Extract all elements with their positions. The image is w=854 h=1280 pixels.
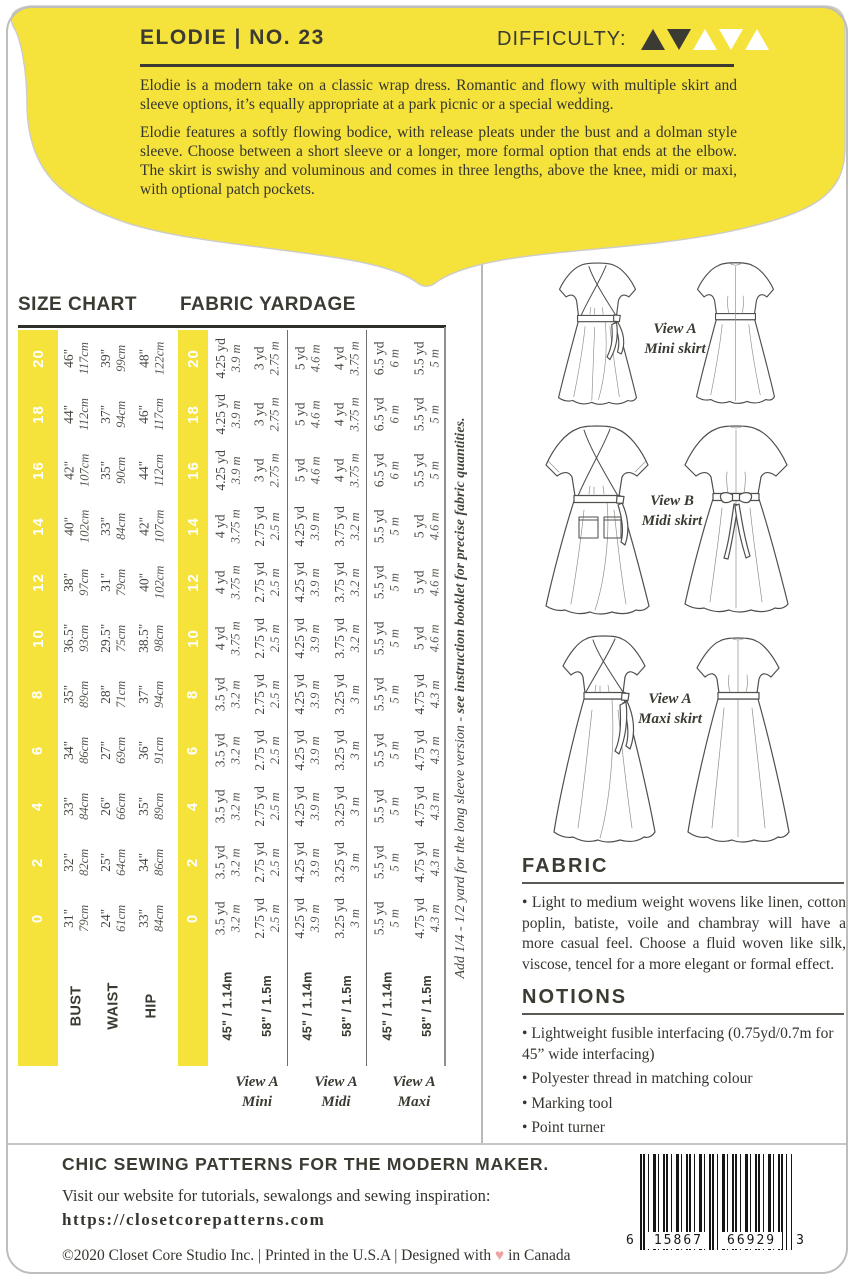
bust-value: 34" 86cm xyxy=(61,736,92,764)
mini-58-value: 2.75 yd 2.5 m xyxy=(251,561,282,603)
bust-value: 44" 112cm xyxy=(61,397,92,431)
brand-tagline: CHIC SEWING PATTERNS FOR THE MODERN MAKER. xyxy=(62,1154,549,1174)
maxi-58-value: 4.75 yd 4.3 m xyxy=(411,729,442,771)
maxi-45-value: 5.5 yd 5 m xyxy=(371,789,402,823)
size-number: 12 xyxy=(184,572,202,592)
fabric-yardage-row xyxy=(178,554,447,610)
waist-value: 39" 99cm xyxy=(98,344,129,372)
size-chart-row xyxy=(18,386,171,442)
view-a-mini-label: View A Mini skirt xyxy=(644,321,706,357)
maxi-58-value: 5.5 yd 5 m xyxy=(411,397,442,431)
section-divider-line xyxy=(481,240,483,1143)
description-paragraph-2: Elodie features a softly flowing bodice, with release pleats under the bust and a dolman style sleeve. Choose between a short sleeve or a longer, more formal option that ends at the elbow. The skirt is swishy and voluminous and comes in three lengths, above the knee, midi or maxi, with optional patch pockets. xyxy=(140,124,737,198)
maxi-58-value: 5.5 yd 5 m xyxy=(411,341,442,375)
mini-58-value: 3 yd 2.75 m xyxy=(251,340,282,376)
midi-58-value: 3.75 yd 3.2 m xyxy=(331,505,362,547)
size-chart-row xyxy=(18,834,171,890)
size-number: 2 xyxy=(29,857,47,867)
size-number: 16 xyxy=(29,460,47,480)
maxi-45-value: 5.5 yd 5 m xyxy=(371,733,402,767)
hip-value: 40" 102cm xyxy=(136,565,167,599)
midi-45-value: 4.25 yd 3.9 m xyxy=(292,897,323,939)
notions-list xyxy=(522,1024,846,1143)
hip-column-label: HIP xyxy=(143,993,160,1019)
description-paragraph-1: Elodie is a modern take on a classic wrap dress. Romantic and flowy with multiple skirt and sleeve options, it’s equally appropriate at a park picnic or a special wedding. xyxy=(140,77,737,113)
fabric-yardage-row xyxy=(178,890,447,946)
hip-value: 37" 94cm xyxy=(136,680,167,708)
hip-value: 33" 84cm xyxy=(136,904,167,932)
midi-45-value: 4.25 yd 3.9 m xyxy=(292,729,323,771)
maxi-45-value: 5.5 yd 5 m xyxy=(371,621,402,655)
width-label: 45" / 1.14m xyxy=(220,971,235,1041)
midi-58-value: 3.25 yd 3 m xyxy=(331,841,362,883)
barcode-digit-right: 3 xyxy=(796,1233,804,1248)
maxi-45-value: 6.5 yd 6 m xyxy=(371,453,402,487)
size-chart-row xyxy=(18,610,171,666)
size-number: 8 xyxy=(29,689,47,699)
fabric-list xyxy=(522,893,846,979)
maxi-45-value: 5.5 yd 5 m xyxy=(371,901,402,935)
mini-45-value: 4.25 yd 3.9 m xyxy=(212,449,243,491)
mini-58-value: 3 yd 2.75 m xyxy=(251,452,282,488)
fabric-yardage-title: FABRIC YARDAGE xyxy=(180,294,356,315)
difficulty-rating xyxy=(641,29,769,50)
bust-value: 32" 82cm xyxy=(61,848,92,876)
bust-value: 46" 117cm xyxy=(61,341,92,375)
size-chart-row xyxy=(18,778,171,834)
hip-value: 35" 89cm xyxy=(136,792,167,820)
notions-item: • Lightweight fusible interfacing (0.75yd/0.7m for 45” wide interfacing) xyxy=(522,1024,846,1065)
maxi-58-value: 4.75 yd 4.3 m xyxy=(411,673,442,715)
size-number: 6 xyxy=(29,745,47,755)
bust-value: 35" 89cm xyxy=(61,680,92,708)
fabric-yardage-row xyxy=(178,442,447,498)
waist-value: 25" 64cm xyxy=(98,848,129,876)
hip-value: 34" 86cm xyxy=(136,848,167,876)
waist-value: 35" 90cm xyxy=(98,456,129,484)
size-chart-table xyxy=(18,330,171,1066)
difficulty-label: DIFFICULTY: xyxy=(497,28,627,50)
yardage-note-bold: see instruction booklet for precise fabric quantities. xyxy=(453,417,468,714)
hip-value: 38.5" 98cm xyxy=(136,623,167,653)
size-chart-row xyxy=(18,442,171,498)
barcode xyxy=(624,1152,806,1256)
size-number: 10 xyxy=(184,628,202,648)
waist-value: 37" 94cm xyxy=(98,400,129,428)
size-chart-title: SIZE CHART xyxy=(18,294,137,315)
midi-45-value: 4.25 yd 3.9 m xyxy=(292,505,323,547)
size-chart-label-row xyxy=(18,946,171,1066)
view-group-label-maxi: View A Maxi xyxy=(392,1074,436,1111)
yardage-note xyxy=(446,330,476,1066)
size-number: 20 xyxy=(184,348,202,368)
fabric-yardage-row xyxy=(178,330,447,386)
mini-45-value: 3.5 yd 3.2 m xyxy=(212,789,243,823)
midi-45-value: 4.25 yd 3.9 m xyxy=(292,841,323,883)
width-label: 45" / 1.14m xyxy=(380,971,395,1041)
maxi-45-value: 6.5 yd 6 m xyxy=(371,341,402,375)
bust-value: 31" 79cm xyxy=(61,904,92,932)
size-number: 20 xyxy=(29,348,47,368)
pattern-title: ELODIE | NO. 23 xyxy=(140,26,325,49)
mini-58-value: 2.75 yd 2.5 m xyxy=(251,841,282,883)
maxi-58-value: 5 yd 4.6 m xyxy=(411,512,442,540)
mini-58-value: 2.75 yd 2.5 m xyxy=(251,617,282,659)
size-number: 16 xyxy=(184,460,202,480)
maxi-45-value: 5.5 yd 5 m xyxy=(371,509,402,543)
mini-58-value: 2.75 yd 2.5 m xyxy=(251,897,282,939)
maxi-58-value: 4.75 yd 4.3 m xyxy=(411,897,442,939)
midi-58-value: 3.75 yd 3.2 m xyxy=(331,617,362,659)
hip-value: 48" 122cm xyxy=(136,341,167,375)
mini-45-value: 4.25 yd 3.9 m xyxy=(212,337,243,379)
fabric-yardage-row xyxy=(178,610,447,666)
bust-value: 36.5" 93cm xyxy=(61,623,92,653)
fabric-yardage-row xyxy=(178,666,447,722)
view-b-midi-label: View B Midi skirt xyxy=(641,493,703,529)
mini-45-value: 4 yd 3.75 m xyxy=(212,564,243,600)
barcode-digit-left: 6 xyxy=(626,1233,634,1248)
fabric-heading: FABRIC xyxy=(522,855,609,877)
midi-45-value: 5 yd 4.6 m xyxy=(292,344,323,372)
triangle-empty-icon xyxy=(719,29,743,50)
difficulty xyxy=(497,28,769,51)
midi-58-value: 4 yd 3.75 m xyxy=(331,452,362,488)
header-rule xyxy=(140,64,734,67)
fabric-yardage-row xyxy=(178,498,447,554)
size-number: 0 xyxy=(29,913,47,923)
size-number: 0 xyxy=(184,913,202,923)
midi-45-value: 4.25 yd 3.9 m xyxy=(292,673,323,715)
midi-58-value: 4 yd 3.75 m xyxy=(331,396,362,432)
midi-45-value: 4.25 yd 3.9 m xyxy=(292,561,323,603)
size-chart-row xyxy=(18,666,171,722)
waist-value: 27" 69cm xyxy=(98,736,129,764)
size-number: 2 xyxy=(184,857,202,867)
size-number: 8 xyxy=(184,689,202,699)
waist-value: 28" 71cm xyxy=(98,680,129,708)
size-chart-row xyxy=(18,722,171,778)
midi-58-value: 3.25 yd 3 m xyxy=(331,785,362,827)
waist-value: 26" 66cm xyxy=(98,792,129,820)
bust-value: 40" 102cm xyxy=(61,509,92,543)
waist-value: 24" 61cm xyxy=(98,904,129,932)
fabric-rule xyxy=(522,882,844,884)
hip-value: 36" 91cm xyxy=(136,736,167,764)
midi-58-value: 3.25 yd 3 m xyxy=(331,729,362,771)
width-label: 58" / 1.5m xyxy=(260,975,275,1037)
fabric-item: • Light to medium weight wovens like linen, cotton poplin, batiste, voile and chambray will have a more casual feel. Choose a fluid woven like silk, viscose, tencel for a more elegant or formal effect. xyxy=(522,893,846,975)
barcode-group-2: 66929 xyxy=(721,1232,782,1249)
bust-value: 33" 84cm xyxy=(61,792,92,820)
bust-column-label: BUST xyxy=(68,985,85,1027)
triangle-empty-icon xyxy=(745,29,769,50)
fabric-yardage-row xyxy=(178,778,447,834)
fabric-yardage-label-row xyxy=(178,946,447,1066)
maxi-58-value: 4.75 yd 4.3 m xyxy=(411,841,442,883)
maxi-45-value: 5.5 yd 5 m xyxy=(371,677,402,711)
website-invite: Visit our website for tutorials, sewalongs and sewing inspiration: xyxy=(62,1186,491,1205)
fabric-yardage-row xyxy=(178,834,447,890)
size-number: 6 xyxy=(184,745,202,755)
hip-value: 44" 112cm xyxy=(136,453,167,487)
footer-divider-line xyxy=(8,1143,846,1145)
maxi-58-value: 5 yd 4.6 m xyxy=(411,568,442,596)
midi-58-value: 4 yd 3.75 m xyxy=(331,340,362,376)
hip-value: 46" 117cm xyxy=(136,397,167,431)
notions-heading: NOTIONS xyxy=(522,986,628,1008)
copyright-line: ©2020 Closet Core Studio Inc. | Printed in the U.S.A | Designed with ♥ in Canada xyxy=(62,1247,571,1264)
size-number: 18 xyxy=(184,404,202,424)
pattern-description xyxy=(140,76,737,199)
fabric-yardage-row xyxy=(178,386,447,442)
barcode-group-1: 15867 xyxy=(648,1232,709,1249)
mini-45-value: 3.5 yd 3.2 m xyxy=(212,677,243,711)
waist-value: 31" 79cm xyxy=(98,568,129,596)
mini-58-value: 3 yd 2.75 m xyxy=(251,396,282,432)
fabric-yardage-row xyxy=(178,722,447,778)
bust-value: 38" 97cm xyxy=(61,568,92,596)
width-label: 45" / 1.14m xyxy=(300,971,315,1041)
notions-rule xyxy=(522,1013,844,1015)
size-chart-row xyxy=(18,330,171,386)
triangle-empty-icon xyxy=(693,29,717,50)
mini-58-value: 2.75 yd 2.5 m xyxy=(251,729,282,771)
mini-45-value: 4 yd 3.75 m xyxy=(212,508,243,544)
mini-58-value: 2.75 yd 2.5 m xyxy=(251,785,282,827)
dress-illustration-maxi-front xyxy=(542,630,667,848)
website-url: https://closetcorepatterns.com xyxy=(62,1210,326,1229)
size-number: 10 xyxy=(29,628,47,648)
view-group-label-mini: View A Mini xyxy=(235,1074,279,1111)
notions-item: • Marking tool xyxy=(522,1094,846,1115)
mini-45-value: 4 yd 3.75 m xyxy=(212,620,243,656)
footer xyxy=(62,1154,571,1265)
midi-45-value: 4.25 yd 3.9 m xyxy=(292,785,323,827)
hip-value: 42" 107cm xyxy=(136,509,167,543)
maxi-45-value: 6.5 yd 6 m xyxy=(371,397,402,431)
size-number: 4 xyxy=(184,801,202,811)
maxi-45-value: 5.5 yd 5 m xyxy=(371,845,402,879)
size-number: 4 xyxy=(29,801,47,811)
waist-value: 33" 84cm xyxy=(98,512,129,540)
barcode-digits xyxy=(624,1232,806,1249)
size-number: 18 xyxy=(29,404,47,424)
waist-column-label: WAIST xyxy=(105,982,122,1030)
triangle-filled-icon xyxy=(667,29,691,50)
mini-45-value: 3.5 yd 3.2 m xyxy=(212,901,243,935)
size-number: 14 xyxy=(29,516,47,536)
maxi-45-value: 5.5 yd 5 m xyxy=(371,565,402,599)
midi-58-value: 3.25 yd 3 m xyxy=(331,897,362,939)
fabric-yardage-rows xyxy=(178,330,447,946)
width-label: 58" / 1.5m xyxy=(339,975,354,1037)
size-chart-row xyxy=(18,890,171,946)
view-group-label-midi: View A Midi xyxy=(314,1074,358,1111)
maxi-58-value: 5 yd 4.6 m xyxy=(411,624,442,652)
midi-58-value: 3.25 yd 3 m xyxy=(331,673,362,715)
table-top-rule xyxy=(18,325,446,328)
midi-45-value: 4.25 yd 3.9 m xyxy=(292,617,323,659)
fabric-yardage-table xyxy=(178,330,447,1066)
notions-item: • Polyester thread in matching colour xyxy=(522,1069,846,1090)
mini-58-value: 2.75 yd 2.5 m xyxy=(251,505,282,547)
width-label: 58" / 1.5m xyxy=(419,975,434,1037)
size-chart-row xyxy=(18,554,171,610)
bust-value: 42" 107cm xyxy=(61,453,92,487)
waist-value: 29.5" 75cm xyxy=(98,623,129,653)
size-chart-row xyxy=(18,498,171,554)
size-chart-rows xyxy=(18,330,171,946)
mini-45-value: 3.5 yd 3.2 m xyxy=(212,845,243,879)
midi-45-value: 5 yd 4.6 m xyxy=(292,456,323,484)
notions-item: • Point turner xyxy=(522,1118,846,1139)
yardage-note-text: Add 1/4 - 1/2 yard for the long sleeve version - xyxy=(453,713,468,979)
midi-58-value: 3.75 yd 3.2 m xyxy=(331,561,362,603)
size-number: 12 xyxy=(29,572,47,592)
mini-58-value: 2.75 yd 2.5 m xyxy=(251,673,282,715)
maxi-58-value: 5.5 yd 5 m xyxy=(411,453,442,487)
heart-icon: ♥ xyxy=(495,1247,505,1264)
triangle-filled-icon xyxy=(641,29,665,50)
size-number: 14 xyxy=(184,516,202,536)
dress-illustration-maxi-back xyxy=(676,632,801,850)
view-a-maxi-label: View A Maxi skirt xyxy=(638,691,702,727)
mini-45-value: 3.5 yd 3.2 m xyxy=(212,733,243,767)
maxi-58-value: 4.75 yd 4.3 m xyxy=(411,785,442,827)
mini-45-value: 4.25 yd 3.9 m xyxy=(212,393,243,435)
midi-45-value: 5 yd 4.6 m xyxy=(292,400,323,428)
